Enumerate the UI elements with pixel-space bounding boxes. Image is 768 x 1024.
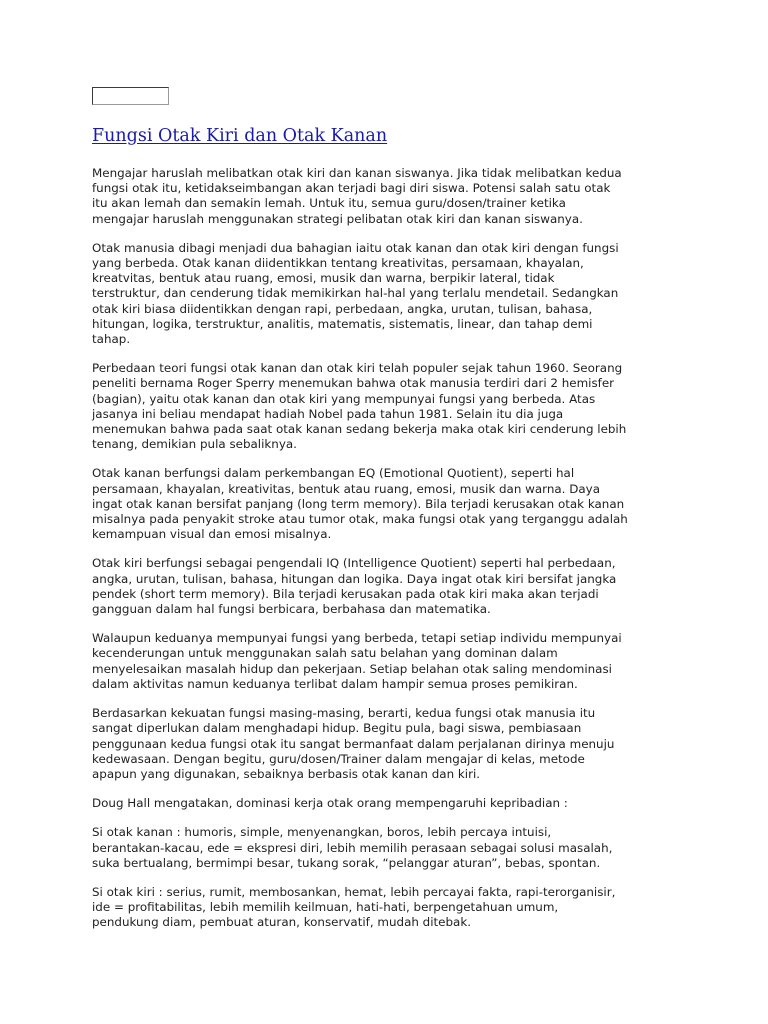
paragraph-dominance: Walaupun keduanya mempunyai fungsi yang berbeda, tetapi setiap individu mempunyai kecenderungan untuk menggunakan salah satu belahan yang dominan dalam menyelesaikan masalah hidup dan pekerjaan. Setiap belahan otak saling mendominasi dalam aktivitas namun keduanya terlibat dalam hampir semua proses pemikiran.: [92, 631, 622, 691]
paragraph-theory-history: Perbedaan teori fungsi otak kanan dan otak kiri telah populer sejak tahun 1960. Seorang peneliti bernama Roger Sperry menemukan bahwa otak manusia terdiri dari 2 hemisfer (bagian), yaitu otak kanan dan otak kiri yang mempunyai fungsi yang berbeda. Atas jasanya ini beliau mendapat hadiah Nobel pada tahun 1981. Selain itu dia juga menemukan bahwa pada saat otak kanan sedang bekerja maka otak kiri cenderung lebih tenang, demikian pula sebaliknya.: [92, 361, 627, 452]
paragraph-right-brain-traits: Si otak kanan : humoris, simple, menyenangkan, boros, lebih percaya intuisi, berantakan-kacau, ede = ekspresi diri, lebih memilih perasaan sebagai solusi masalah, suka bertualang, bermimpi besar, tukang sorak, “pelanggar aturan”, bebas, spontan.: [92, 825, 613, 870]
paragraph-brain-division: Otak manusia dibagi menjadi dua bahagian iaitu otak kanan dan otak kiri dengan fungsi yang berbeda. Otak kanan diidentikkan tentang kreativitas, persamaan, khayalan, kreatvitas, bentuk atau ruang, emosi, musik dan warna, berpikir lateral, tidak terstruktur, dan cenderung tidak memikirkan hal-hal yang terlalu mendetail. Sedangkan otak kiri biasa diidentikkan dengan rapi, perbedaan, angka, urutan, tulisan, bahasa, hitungan, logika, terstruktur, analitis, matematis, sistematis, linear, dan tahap demi tahap.: [92, 240, 619, 347]
paragraph-left-brain: Otak kiri berfungsi sebagai pengendali IQ (Intelligence Quotient) seperti hal perbedaan, angka, urutan, tulisan, bahasa, hitungan dan logika. Daya ingat otak kiri bersifat jangka pendek (short term memory). Bila terjadi kerusakan pada otak kiri maka akan terjadi gangguan dalam hal fungsi berbicara, berbahasa dan matematika.: [92, 556, 617, 617]
paragraph-both-functions: Berdasarkan kekuatan fungsi masing-masing, berarti, kedua fungsi otak manusia itu sangat diperlukan dalam menghadapi hidup. Begitu pula, bagi siswa, pembiasaan penggunaan kedua fungsi otak itu sangat bermanfaat dalam perjalanan dirinya menuju kedewasaan. Dengan begitu, guru/dosen/Trainer dalam mengajar di kelas, metode apapun yang digunakan, sebaiknya berbasis otak kanan dan kiri.: [92, 706, 615, 781]
paragraph-left-brain-traits: Si otak kiri : serius, rumit, membosankan, hemat, lebih percayai fakta, rapi-terorganisir, ide = profitabilitas, lebih memilih keilmuan, hati-hati, berpengetahuan umum, pendukung diam, pembuat aturan, konservatif, mudah ditebak.: [92, 884, 616, 930]
paragraph-doug-hall: Doug Hall mengatakan, dominasi kerja otak orang mempengaruhi kepribadian :: [92, 796, 568, 811]
empty-rectangle: [92, 87, 169, 105]
paragraph-right-brain: Otak kanan berfungsi dalam perkembangan EQ (Emotional Quotient), seperti hal persamaan, khayalan, kreativitas, bentuk atau ruang, emosi, musik dan warna. Daya ingat otak kanan bersifat panjang (long term memory). Bila terjadi kerusakan otak kanan misalnya pada penyakit stroke atau tumor otak, maka fungsi otak yang terganggu adalah kemampuan visual dan emosi misalnya.: [92, 466, 628, 542]
document-title-link[interactable]: Fungsi Otak Kiri dan Otak Kanan: [92, 126, 388, 146]
document-body: [92, 166, 692, 931]
paragraph-intro: Mengajar haruslah melibatkan otak kiri dan kanan siswanya. Jika tidak melibatkan kedua fungsi otak itu, ketidakseimbangan akan terjadi bagi diri siswa. Potensi salah satu otak itu akan lemah dan semakin lemah. Untuk itu, semua guru/dosen/trainer ketika mengajar haruslah menggunakan strategi pelibatan otak kiri dan kanan siswanya.: [92, 166, 622, 226]
